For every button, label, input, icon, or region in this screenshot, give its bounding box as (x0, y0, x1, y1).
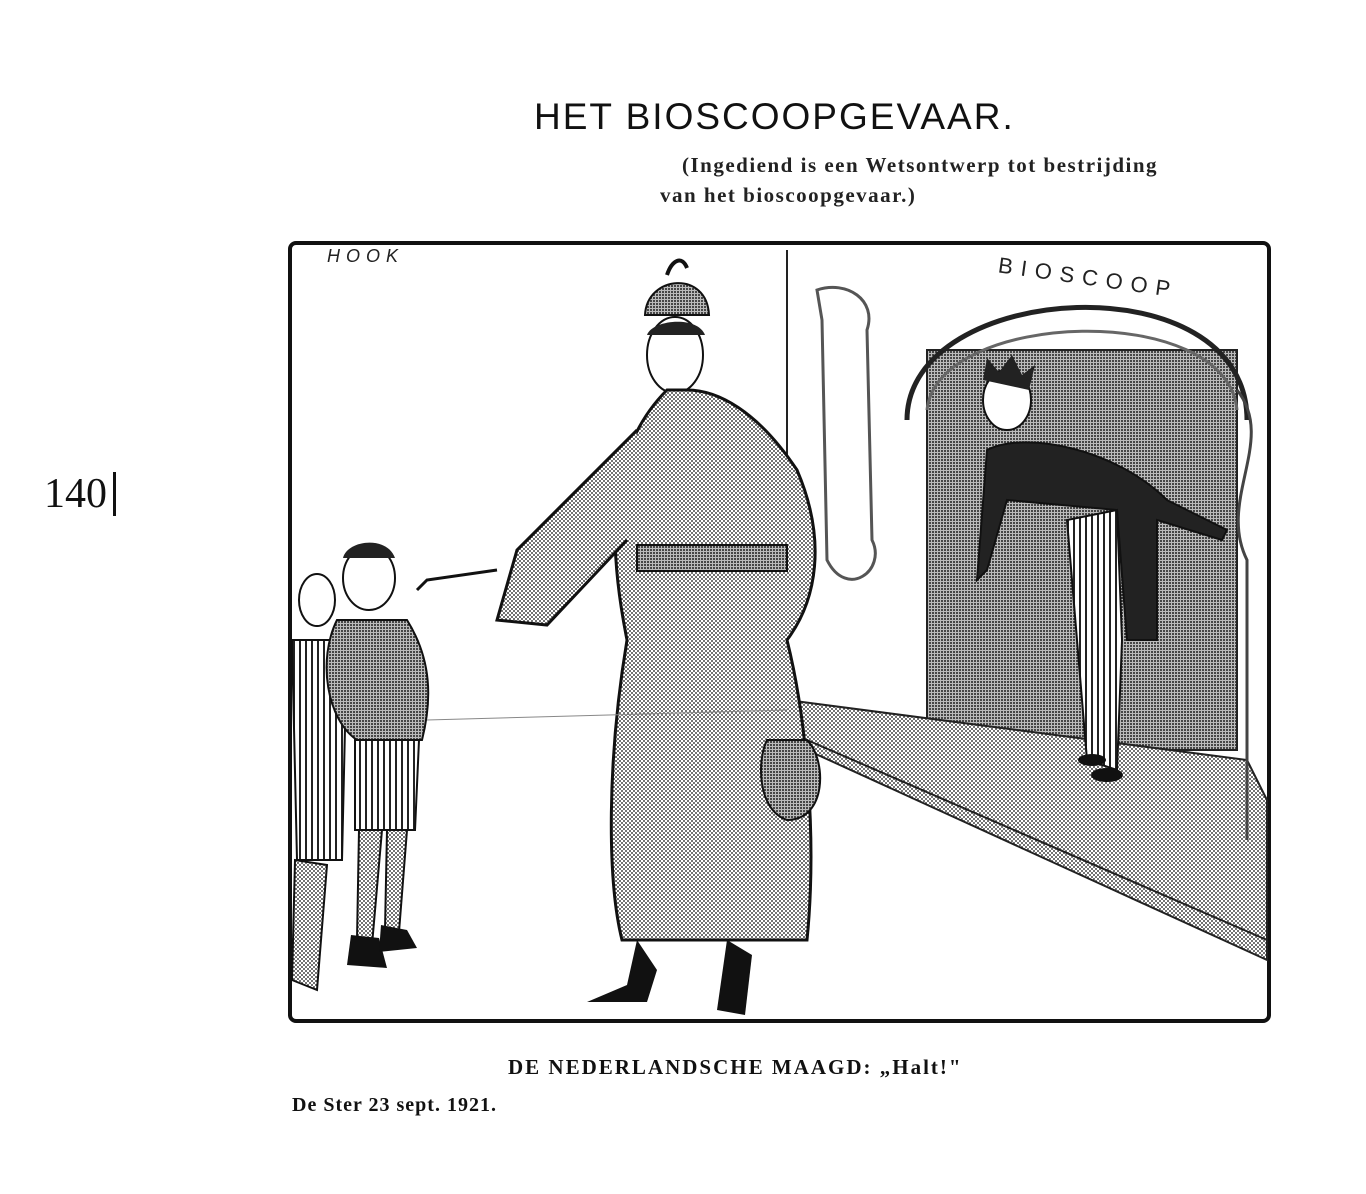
page-number: 140 (44, 472, 116, 516)
source-citation: De Ster 23 sept. 1921. (292, 1094, 497, 1116)
cinema-sign: BIOSCOOP (996, 252, 1180, 303)
subtitle-line-2: van het bioscoopgevaar.) (660, 183, 917, 207)
cartoon-caption: DE NEDERLANDSCHE MAAGD: „Halt!" (508, 1055, 963, 1079)
cartoon-illustration (287, 240, 1272, 1024)
subtitle (660, 150, 1300, 210)
page-title: HET BIOSCOOPGEVAAR. (534, 96, 1015, 137)
artist-signature: HOOK (327, 246, 405, 266)
subtitle-line-1: (Ingediend is een Wetsontwerp tot bestrijding (682, 153, 1159, 177)
